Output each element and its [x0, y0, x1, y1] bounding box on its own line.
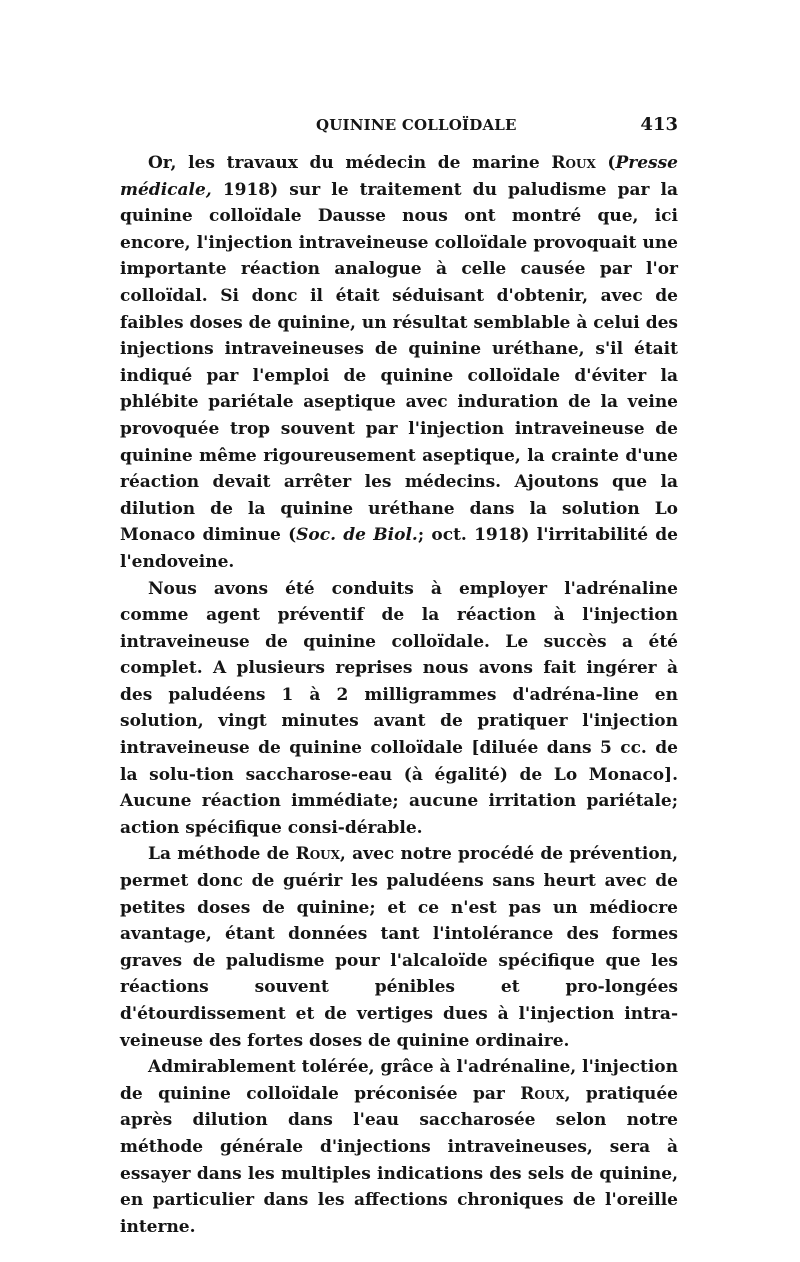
text-segment: La méthode de — [148, 844, 296, 865]
body-text — [120, 150, 678, 1240]
paragraph-2 — [120, 576, 678, 842]
page-number: 413 — [640, 114, 678, 135]
text-segment: Admirablement tolérée, grâce à l'adrénaline, l'injection de quinine colloïdale préconisée par — [120, 1057, 678, 1104]
paragraph-1 — [120, 150, 678, 576]
author-name-roux: Roux — [551, 153, 596, 173]
text-segment: , pratiquée après dilution dans l'eau saccharosée selon notre méthode générale d'injections intraveineuses, sera à essayer dans les multiples indications des sels de quinine, en particulier dans les affections chroniques de l'oreille interne. — [120, 1083, 678, 1237]
paragraph-3 — [120, 841, 678, 1054]
text-segment: ; oct. 1918) l'irritabilité de l'endoveine. — [120, 525, 679, 572]
text-segment: Nous avons été conduits à employer l'adrénaline comme agent préventif de la réaction à l'injection intraveineuse de quinine colloïdale. Le succès a été complet. A plusieurs reprises nous avons fait ingérer à des paludéens 1 à 2 milligrammes d'adréna-line en solution, vingt minutes avant de pratiquer l'injection intraveineuse de quinine colloïdale [diluée dans 5 cc. de la solu-tion saccharose-eau (à égalité) de Lo Monaco]. Aucune réaction immédiate; aucune irritation pariétale; action spécifique consi-dérable. — [120, 578, 678, 838]
paragraph-4 — [120, 1054, 678, 1240]
journal-citation: Soc. de Biol. — [296, 525, 418, 546]
running-head — [120, 114, 678, 144]
journal-citation: Presse médicale, — [120, 153, 678, 200]
header-title: QUININE COLLOÏDALE — [316, 116, 517, 134]
text-segment: Or, les travaux du médecin de marine — [148, 153, 552, 173]
author-name-roux: Roux — [520, 1083, 565, 1104]
text-segment: 1918) sur le traitement du paludisme par la quinine colloïdale Dausse nous ont montré que, ici encore, l'injection intraveineuse colloïdale provoquait une importante réaction analogue à celle causée par l'or colloïdal. Si donc il était séduisant d'obtenir, avec de faibles doses de quinine, un résultat semblable à celui des injections intraveineuses de quinine uréthane, s'il était indiqué par l'emploi de quinine colloïdale d'éviter la phlébite pariétale aseptique avec induration de la veine provoquée trop souvent par l'injection intraveineuse de quinine même rigoureusement aseptique, la crainte d'une réaction devait arrêter les médecins. Ajoutons que la dilution de la quinine uréthane dans la solution Lo Monaco diminue ( — [120, 179, 678, 546]
text-segment: , avec notre procédé de prévention, permet donc de guérir les paludéens sans heurt avec de petites doses de quinine; et ce n'est pas un médiocre avantage, étant données tant l'intolérance des formes graves de paludisme pour l'alcaloïde spécifique que les réactions souvent pénibles et pro-longées d'étourdissement et de vertiges dues à l'injection intra-veineuse des fortes doses de quinine ordinaire. — [120, 844, 678, 1051]
author-name-roux: Roux — [295, 844, 340, 865]
text-segment: ( — [595, 153, 616, 173]
